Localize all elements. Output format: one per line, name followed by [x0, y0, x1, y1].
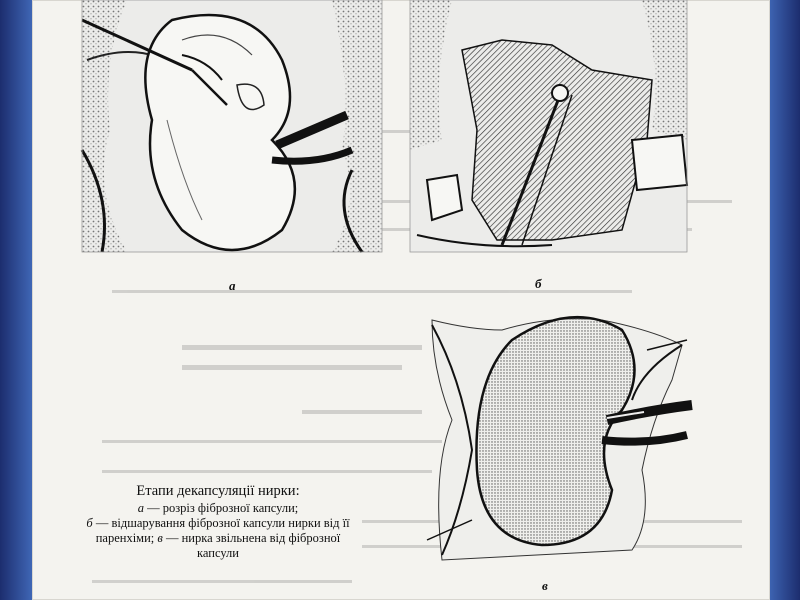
- caption-letter-b: б: [86, 516, 93, 530]
- illustration-b: [410, 0, 687, 252]
- caption-text-a: — розріз фіброзної капсули;: [143, 501, 299, 515]
- figure-label-b: б: [535, 276, 542, 291]
- figure-label-a: а: [229, 278, 236, 293]
- caption-letter-v: в: [157, 531, 163, 545]
- caption-text-b: — відшарування фіброзної капсули нирки від її паренхіми;: [92, 516, 350, 545]
- figure-label-v: в: [542, 578, 548, 593]
- illustration-v: [427, 317, 692, 560]
- caption-title: Етапи декапсуляції нирки:: [136, 483, 300, 499]
- figure-caption: [84, 484, 352, 561]
- caption-letter-a: а: [137, 501, 144, 515]
- textbook-page: [32, 0, 770, 600]
- caption-text-v: — нирка звільнена від фіброзної капсули: [162, 531, 341, 560]
- illustration-a: [82, 0, 382, 252]
